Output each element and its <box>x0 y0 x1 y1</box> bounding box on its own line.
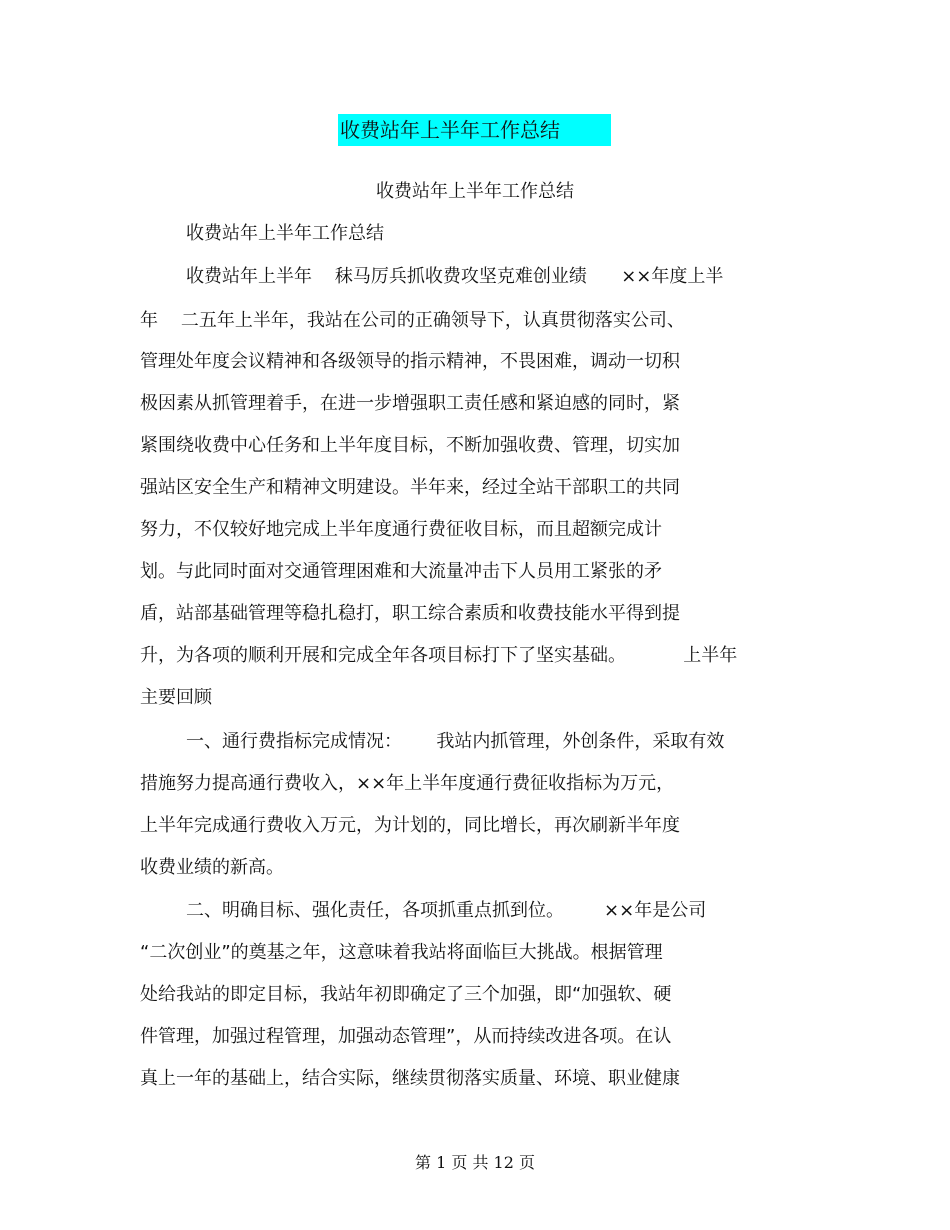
paragraph-line: 上半年完成通行费收入万元，为计划的，同比增长，再次刷新半年度 <box>140 815 680 836</box>
paragraph-line: 主要回顾 <box>140 687 212 708</box>
page-number-footer: 第 1 页 共 12 页 <box>415 1153 535 1172</box>
paragraph-line: 年 二五年上半年，我站在公司的正确领导下，认真贯彻落实公司、 <box>140 310 685 331</box>
paragraph-line: 强站区安全生产和精神文明建设。半年来，经过全站干部职工的共同 <box>140 477 680 498</box>
paragraph-line: 极因素从抓管理着手，在进一步增强职工责任感和紧迫感的同时，紧 <box>140 393 680 414</box>
paragraph-line: 升，为各项的顺利开展和完成全年各项目标打下了坚实基础。 上半年 <box>140 645 738 666</box>
paragraph-line: 处给我站的即定目标，我站年初即确定了三个加强，即“加强软、硬 <box>140 984 672 1005</box>
document-heading: 收费站年上半年工作总结 <box>186 223 384 244</box>
section-heading-1: 一、通行费指标完成情况： 我站内抓管理，外创条件，采取有效 <box>186 731 725 752</box>
document-title <box>338 114 611 146</box>
document-subtitle: 收费站年上半年工作总结 <box>376 181 574 202</box>
paragraph-line: 努力，不仅较好地完成上半年度通行费征收目标，而且超额完成计 <box>140 519 662 540</box>
paragraph-line: 真上一年的基础上，结合实际，继续贯彻落实质量、环境、职业健康 <box>140 1068 680 1089</box>
paragraph-line: 件管理，加强过程管理，加强动态管理”，从而持续改进各项。在认 <box>140 1026 672 1047</box>
paragraph-line: 划。与此同时面对交通管理困难和大流量冲击下人员用工紧张的矛 <box>140 561 662 582</box>
paragraph-line: 措施努力提高通行费收入，××年上半年度通行费征收指标为万元， <box>140 773 675 794</box>
paragraph-line: 收费业绩的新高。 <box>140 857 284 878</box>
paragraph-line: 收费站年上半年 秣马厉兵抓收费攻坚克难创业绩 ××年度上半 <box>186 266 724 287</box>
paragraph-line: “二次创业”的奠基之年，这意味着我站将面临巨大挑战。根据管理 <box>140 942 663 963</box>
section-heading-2: 二、明确目标、强化责任，各项抓重点抓到位。 ××年是公司 <box>186 900 707 921</box>
document-title-text: 收费站年上半年工作总结 <box>340 118 560 142</box>
paragraph-line: 管理处年度会议精神和各级领导的指示精神，不畏困难，调动一切积 <box>140 351 680 372</box>
paragraph-line: 盾，站部基础管理等稳扎稳打，职工综合素质和收费技能水平得到提 <box>140 603 680 624</box>
paragraph-line: 紧围绕收费中心任务和上半年度目标，不断加强收费、管理，切实加 <box>140 435 680 456</box>
